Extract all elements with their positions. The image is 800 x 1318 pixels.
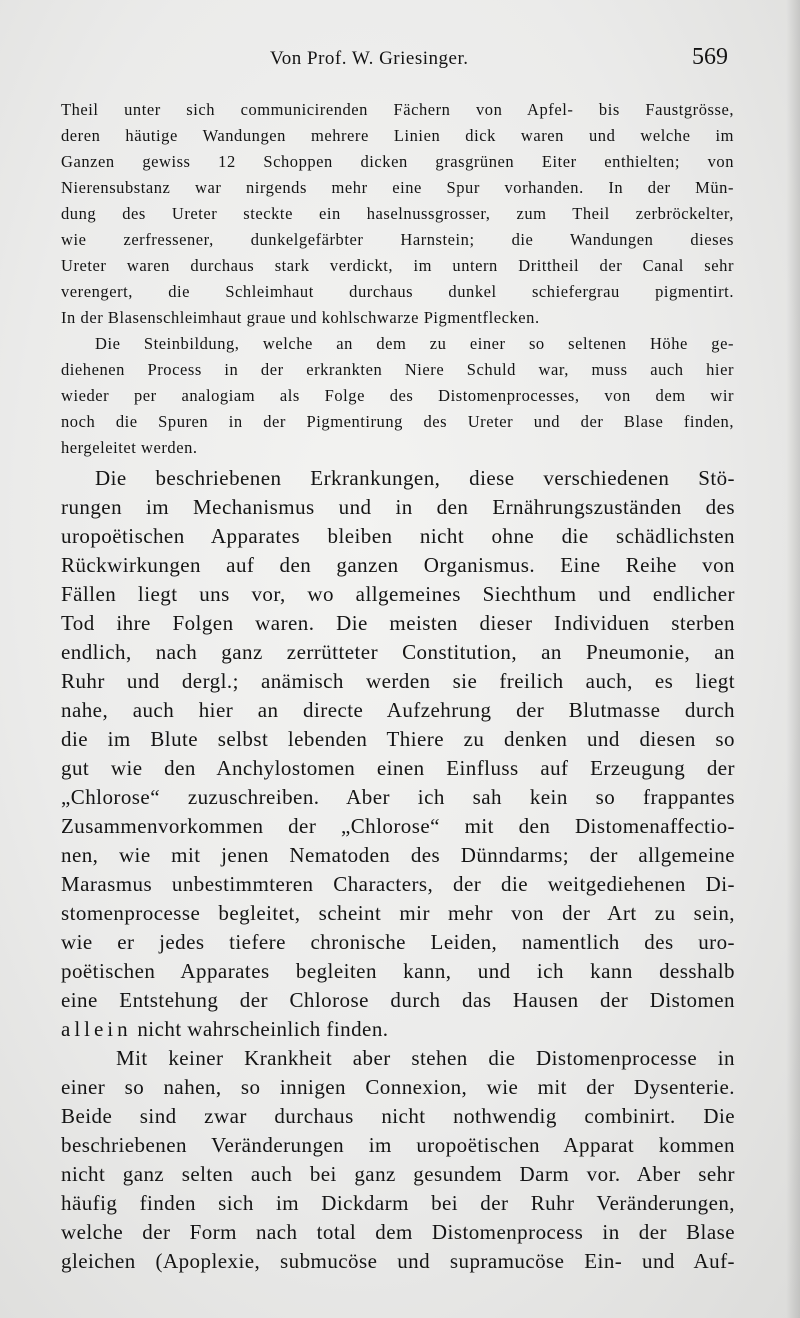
emphasized-word: allein xyxy=(61,1017,132,1041)
text-line: poëtischen Apparates begleiten kann, und ich kann desshalb xyxy=(61,959,735,983)
running-head: Von Prof. W. Griesinger. xyxy=(270,48,469,69)
text-line: Fällen liegt uns vor, wo allgemeines Siechthum und endlicher xyxy=(61,582,735,606)
text-line: einer so nahen, so innigen Connexion, wie mit der Dysenterie. xyxy=(61,1075,735,1099)
page-edge-shadow xyxy=(786,0,800,1318)
text-line: hergeleitet werden. xyxy=(61,438,198,457)
text-line: Ganzen gewiss 12 Schoppen dicken grasgrünen Eiter enthielten; von xyxy=(61,152,734,171)
text-line: eine Entstehung der Chlorose durch das Hausen der Distomen xyxy=(61,988,735,1012)
text-line: nen, wie mit jenen Nematoden des Dünndarms; der allgemeine xyxy=(61,843,735,867)
text-line: Beide sind zwar durchaus nicht nothwendig combinirt. Die xyxy=(61,1104,735,1128)
text-line: stomenprocesse begleitet, scheint mir mehr von der Art zu sein, xyxy=(61,901,735,925)
text-line: Marasmus unbestimmteren Characters, der die weitgediehenen Di- xyxy=(61,872,735,896)
text-line: Theil unter sich communicirenden Fächern von Apfel- bis Faustgrösse, xyxy=(61,100,734,119)
text-line: verengert, die Schleimhaut durchaus dunkel schiefergrau pigmentirt. xyxy=(61,282,734,301)
text-line: Nierensubstanz war nirgends mehr eine Spur vorhanden. In der Mün- xyxy=(61,178,734,197)
text-line: Zusammenvorkommen der „Chlorose“ mit den Distomenaffectio- xyxy=(61,814,735,838)
text-line: „Chlorose“ zuzuschreiben. Aber ich sah kein so frappantes xyxy=(61,785,735,809)
text-line-rest: nicht wahrscheinlich finden. xyxy=(137,1017,389,1041)
text-line: noch die Spuren in der Pigmentirung des Ureter und der Blase finden, xyxy=(61,412,734,431)
page-header xyxy=(0,44,800,76)
text-line: nicht ganz selten auch bei ganz gesundem Darm vor. Aber sehr xyxy=(61,1162,735,1186)
text-line: welche der Form nach total dem Distomenprocess in der Blase xyxy=(61,1220,735,1244)
text-line: nahe, auch hier an directe Aufzehrung der Blutmasse durch xyxy=(61,698,735,722)
text-line: diehenen Process in der erkrankten Niere Schuld war, muss auch hier xyxy=(61,360,734,379)
text-line: deren häutige Wandungen mehrere Linien dick waren und welche im xyxy=(61,126,734,145)
text-line: Ruhr und dergl.; anämisch werden sie freilich auch, es liegt xyxy=(61,669,735,693)
page-number: 569 xyxy=(692,44,728,70)
text-line: wie zerfressener, dunkelgefärbter Harnstein; die Wandungen dieses xyxy=(61,230,734,249)
text-line: Ureter waren durchaus stark verdickt, im untern Drittheil der Canal sehr xyxy=(61,256,734,275)
text-line: rungen im Mechanismus und in den Ernährungszuständen des xyxy=(61,495,735,519)
paragraph-first-line: Die Steinbildung, welche an dem zu einer so seltenen Höhe ge- xyxy=(95,334,734,353)
text-line: gut wie den Anchylostomen einen Einfluss auf Erzeugung der xyxy=(61,756,735,780)
text-line: häufig finden sich im Dickdarm bei der Ruhr Veränderungen, xyxy=(61,1191,735,1215)
text-line xyxy=(61,1015,735,1044)
text-line: die im Blute selbst lebenden Thiere zu denken und diesen so xyxy=(61,727,735,751)
text-line: wieder per analogiam als Folge des Distomenprocesses, von dem wir xyxy=(61,386,734,405)
text-line: wie er jedes tiefere chronische Leiden, namentlich des uro- xyxy=(61,930,735,954)
text-line: Tod ihre Folgen waren. Die meisten dieser Individuen sterben xyxy=(61,611,735,635)
text-line: dung des Ureter steckte ein haselnussgrosser, zum Theil zerbröckelter, xyxy=(61,204,734,223)
text-line: beschriebenen Veränderungen im uropoëtischen Apparat kommen xyxy=(61,1133,735,1157)
text-line: gleichen (Apoplexie, submucöse und supramucöse Ein- und Auf- xyxy=(61,1249,735,1273)
paragraph-first-line: Mit keiner Krankheit aber stehen die Distomenprocesse in xyxy=(116,1046,735,1070)
text-line: uropoëtischen Apparates bleiben nicht ohne die schädlichsten xyxy=(61,524,735,548)
text-line: Rückwirkungen auf den ganzen Organismus. Eine Reihe von xyxy=(61,553,735,577)
text-line: endlich, nach ganz zerrütteter Constitution, an Pneumonie, an xyxy=(61,640,735,664)
text-line: In der Blasenschleimhaut graue und kohlschwarze Pigmentflecken. xyxy=(61,308,540,327)
paragraph-first-line: Die beschriebenen Erkrankungen, diese verschiedenen Stö- xyxy=(95,466,735,490)
